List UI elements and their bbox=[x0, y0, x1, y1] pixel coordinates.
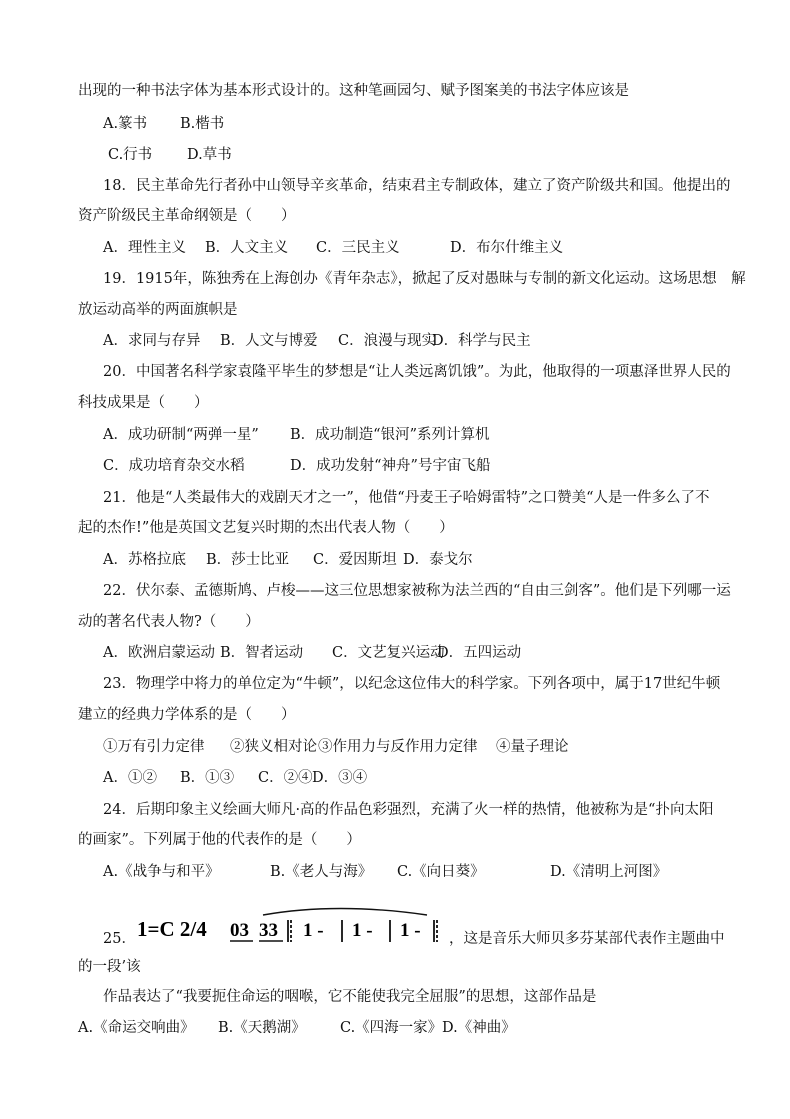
q19-option-c: C．浪漫与现实 bbox=[338, 333, 437, 349]
q22-option-d: D．五四运动 bbox=[437, 645, 522, 661]
q24-option-d: D.《清明上河图》 bbox=[550, 864, 668, 880]
music-key: 1=C 2/4 bbox=[137, 917, 207, 941]
q24-option-b: B.《老人与海》 bbox=[270, 864, 373, 880]
music-slur bbox=[263, 909, 427, 916]
q22-option-a: A．欧洲启蒙运动 bbox=[103, 645, 215, 661]
music-note-1: 03 bbox=[230, 920, 249, 941]
q22-option-c: C．文艺复兴运动 bbox=[332, 645, 445, 661]
q17-option-d: D.草书 bbox=[187, 147, 232, 163]
q17-continuation: 出现的一种书法字体为基本形式设计的。这种笔画园匀、赋予图案美的书法字体应该是 bbox=[78, 83, 629, 99]
q18-text-2: 资产阶级民主革命纲领是（ ） bbox=[78, 208, 296, 224]
q17-option-a: A.篆书 bbox=[103, 116, 148, 132]
q23-option-d: D．③④ bbox=[312, 770, 368, 786]
q18-option-c: C．三民主义 bbox=[316, 240, 400, 256]
q19-option-d: D．科学与民主 bbox=[432, 333, 531, 349]
q22-text-2: 动的著名代表人物?（ ） bbox=[78, 614, 260, 630]
q18-text-1: 18．民主革命先行者孙中山领导辛亥革命，结束君主专制政体，建立了资产阶级共和国。他提出的 bbox=[103, 178, 731, 194]
q21-option-c: C．爱因斯坦 bbox=[313, 552, 397, 568]
q24-option-c: C.《向日葵》 bbox=[397, 864, 485, 880]
q23-statement-2: ②狭义相对论 bbox=[230, 739, 317, 755]
q23-statement-4: ④量子理论 bbox=[496, 739, 569, 755]
q21-option-d: D．泰戈尔 bbox=[403, 552, 473, 568]
q22-option-b: B．智者运动 bbox=[220, 645, 304, 661]
q18-option-b: B．人文主义 bbox=[205, 240, 289, 256]
q23-option-a: A．①② bbox=[103, 770, 157, 786]
q18-option-d: D．布尔什维主义 bbox=[450, 240, 564, 256]
q19-text-2: 放运动高举的两面旗帜是 bbox=[78, 302, 238, 318]
music-bar-2: 1 - bbox=[352, 920, 373, 941]
q25-option-a: A.《命运交响曲》 bbox=[78, 1020, 195, 1036]
q23-option-c: C．②④ bbox=[258, 770, 313, 786]
q20-text-1: 20．中国著名科学家袁隆平毕生的梦想是“让人类远离饥饿”。为此，他取得的一项惠泽世界人民的 bbox=[103, 364, 731, 380]
q25-number: 25． bbox=[103, 931, 136, 947]
q25-text-2: 的一段’该 bbox=[78, 959, 141, 975]
q24-text-1: 24．后期印象主义绘画大师凡·高的作品色彩强烈，充满了火一样的热情，他被称为是“扑向太阳 bbox=[103, 802, 714, 818]
q17-option-b: B.楷书 bbox=[180, 116, 225, 132]
q19-option-b: B．人文与博爱 bbox=[220, 333, 318, 349]
q19-option-a: A．求同与存异 bbox=[103, 333, 201, 349]
q23-text-1: 23．物理学中将力的单位定为“牛顿”，以纪念这位伟大的科学家。下列各项中，属于17世纪牛顿 bbox=[103, 676, 721, 692]
q20-text-2: 科技成果是（ ） bbox=[78, 395, 209, 411]
q19-text-1: 19．1915年，陈独秀在上海创办《青年杂志》，掀起了反对愚昧与专制的新文化运动。这场思想 解 bbox=[103, 271, 746, 287]
q25-option-d: D.《神曲》 bbox=[442, 1020, 516, 1036]
q24-option-a: A.《战争与和平》 bbox=[103, 864, 220, 880]
music-bar-1: 1 - bbox=[303, 920, 324, 941]
q23-option-b: B．①③ bbox=[180, 770, 235, 786]
q25-option-c: C.《四海一家》 bbox=[340, 1020, 443, 1036]
q22-text-1: 22．伏尔泰、孟德斯鸠、卢梭——这三位思想家被称为法兰西的“自由三剑客”。他们是下列哪一运 bbox=[103, 583, 731, 599]
q21-option-a: A．苏格拉底 bbox=[103, 552, 186, 568]
q23-text-2: 建立的经典力学体系的是（ ） bbox=[78, 707, 296, 723]
q20-option-a: A．成功研制“两弹一星” bbox=[103, 427, 259, 443]
q25-option-b: B.《天鹅湖》 bbox=[218, 1020, 306, 1036]
q24-text-2: 的画家”。下列属于他的代表作的是（ ） bbox=[78, 832, 361, 848]
q21-text-1: 21．他是“人类最伟大的戏剧天才之一”，他借“丹麦王子哈姆雷特”之口赞美“人是一件多么了不 bbox=[103, 490, 710, 506]
music-note-2: 33 bbox=[259, 920, 278, 941]
q17-option-c: C.行书 bbox=[108, 147, 153, 163]
q23-statement-1: ①万有引力定律 bbox=[103, 739, 205, 755]
q18-option-a: A．理性主义 bbox=[103, 240, 186, 256]
q20-option-b: B．成功制造“银河”系列计算机 bbox=[290, 427, 490, 443]
q20-option-d: D．成功发射“神舟”号宇宙飞船 bbox=[290, 458, 491, 474]
q21-text-2: 起的杰作!”他是英国文艺复兴时期的杰出代表人物（ ） bbox=[78, 520, 454, 536]
q21-option-b: B．莎士比亚 bbox=[206, 552, 290, 568]
q25-text-3: 作品表达了“我要扼住命运的咽喉，它不能使我完全屈服”的思想，这部作品是 bbox=[103, 989, 597, 1005]
q25-text-tail: ，这是音乐大师贝多芬某部代表作主题曲中 bbox=[449, 931, 725, 947]
q20-option-c: C．成功培育杂交水稻 bbox=[103, 458, 245, 474]
music-notation bbox=[137, 906, 457, 950]
music-bar-3: 1 - bbox=[400, 920, 421, 941]
q23-statement-3: ③作用力与反作用力定律 bbox=[318, 739, 478, 755]
